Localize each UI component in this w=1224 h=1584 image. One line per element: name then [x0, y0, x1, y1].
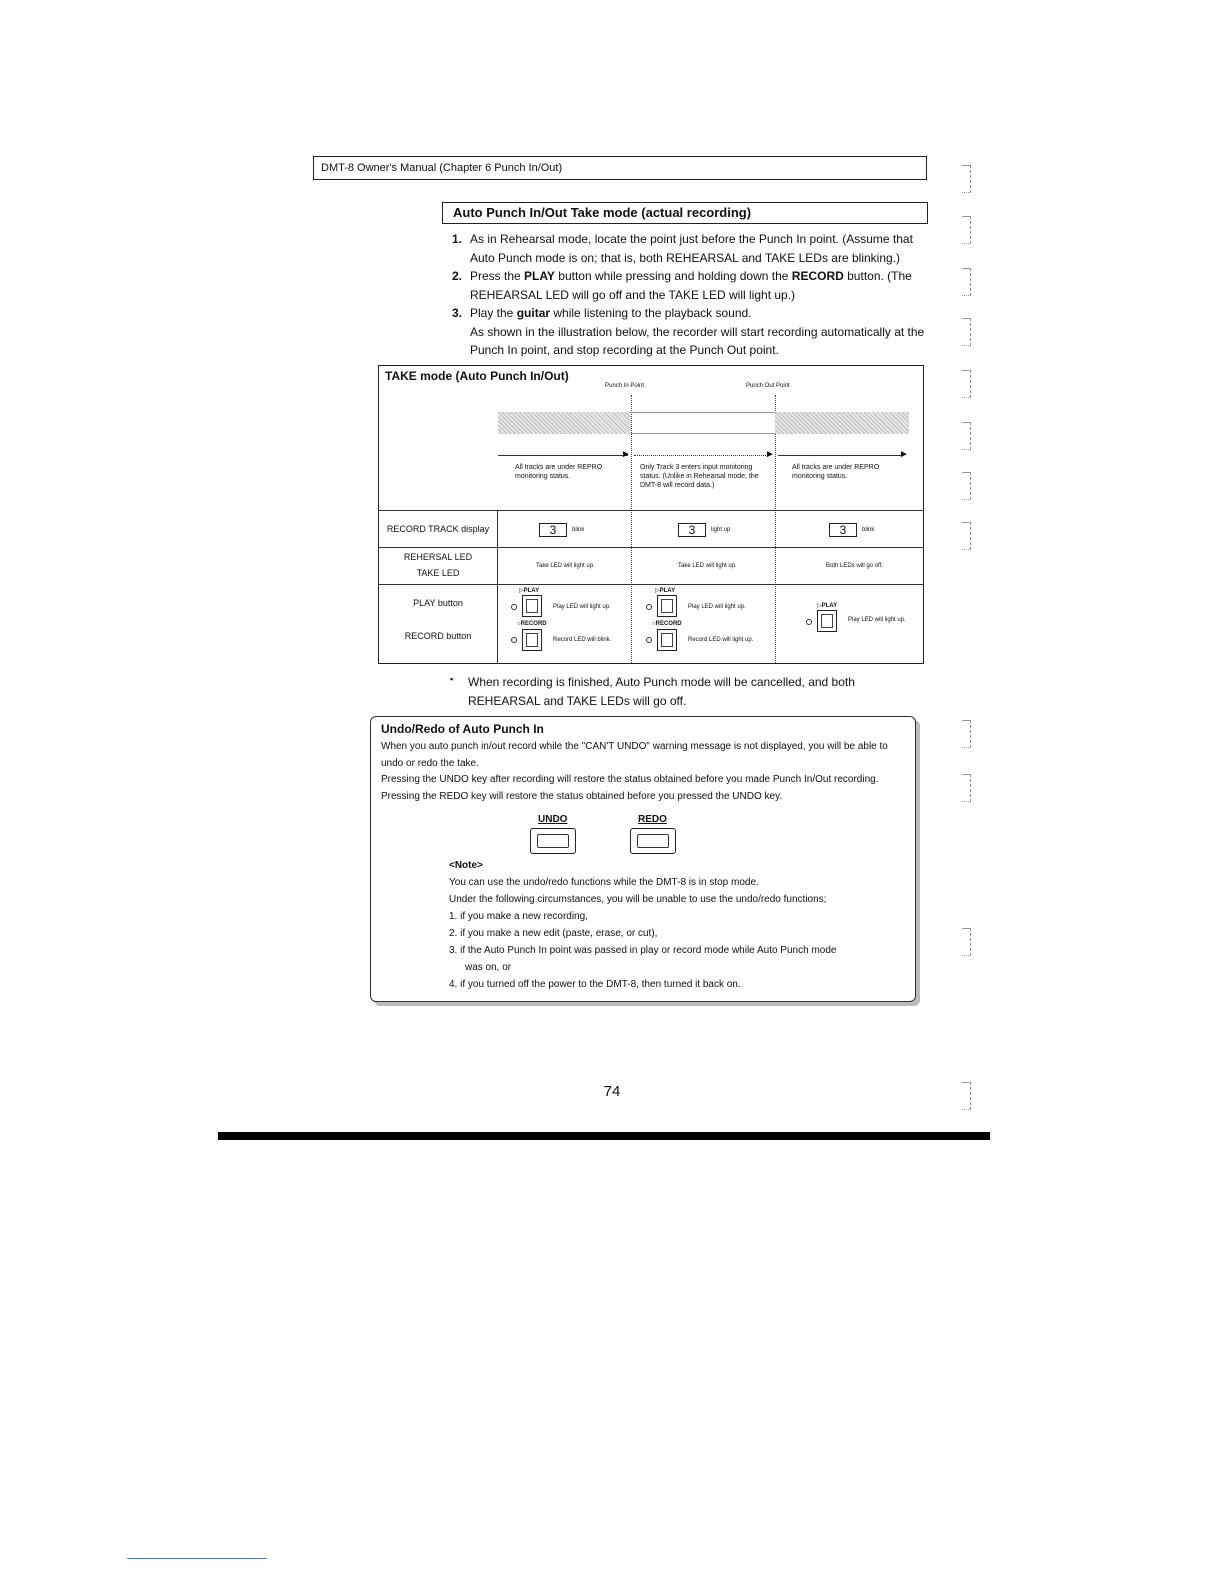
- track-bar-after: [775, 412, 909, 434]
- play-button-icon: [817, 610, 837, 632]
- play-button-icon: [522, 595, 542, 617]
- timeline-segment: [778, 455, 902, 456]
- table-divider: [378, 547, 924, 548]
- arrow-icon: ►: [899, 449, 909, 460]
- note-line: 3. if the Auto Punch In point was passed in play or record mode while Auto Punch mode: [449, 945, 837, 956]
- note-line: 2. if you make a new edit (paste, erase, or cut),: [449, 928, 658, 939]
- record-button-label: RECORD button: [404, 631, 472, 641]
- step-text: Press the: [470, 269, 525, 283]
- binding-mark: [962, 928, 971, 956]
- bullet-text: When recording is finished, Auto Punch mode will be cancelled, and both REHEARSAL and TAKE LEDs will go off.: [468, 675, 855, 708]
- step-text: Play the: [470, 306, 517, 320]
- punch-in-label: Punch In Point: [605, 383, 645, 389]
- guitar-keyword: guitar: [516, 306, 551, 320]
- binding-mark: [962, 522, 971, 550]
- punch-out-marker: [775, 395, 776, 663]
- undo-key-label: UNDO: [538, 814, 568, 825]
- punch-in-marker: [631, 395, 632, 663]
- binding-mark: [962, 318, 971, 346]
- step-text: As in Rehearsal mode, locate the point just before the Punch In point. (Assume that Auto Punch mode is on; that is, both REHEARSAL and TAKE LEDs are blinking.): [470, 232, 913, 265]
- arrow-icon: ►: [621, 449, 631, 460]
- play-state: Play LED will light up.: [688, 604, 746, 610]
- binding-mark: [962, 268, 971, 296]
- undo-title: Undo/Redo of Auto Punch In: [381, 722, 544, 736]
- table-divider: [378, 584, 924, 585]
- undo-paragraph: When you auto punch in/out record while the "CAN'T UNDO" warning message is not displayed, you will be able to undo or redo the take.: [381, 741, 888, 769]
- step-text: As shown in the illustration below, the recorder will start recording automatically at the Punch In point, and stop recording at the Punch Out point.: [470, 324, 925, 357]
- binding-mark: [962, 720, 971, 748]
- record-led-icon: [646, 637, 652, 643]
- play-led-icon: [511, 604, 517, 610]
- step-1: [446, 230, 936, 267]
- led-state: Take LED will light up.: [678, 563, 737, 569]
- track-display-digit: 3: [678, 523, 706, 537]
- footnote-line: [127, 1558, 267, 1559]
- record-track-label: RECORD TRACK display: [386, 524, 490, 534]
- redo-key-icon: [630, 828, 676, 854]
- note-line: was on, or: [465, 962, 512, 973]
- play-key-label: ▷PLAY: [519, 588, 540, 594]
- play-state: Play LED will light up.: [553, 604, 611, 610]
- play-button-icon: [657, 595, 677, 617]
- play-state: Play LED will light up.: [848, 617, 906, 623]
- binding-mark: [962, 1082, 971, 1110]
- zone-caption-3: All tracks are under REPRO monitoring status.: [792, 464, 880, 480]
- undo-paragraphs: [381, 739, 911, 805]
- record-button-icon: [657, 629, 677, 651]
- zone-caption-2: Only Track 3 enters input monitoring status. (Unlike in Rehearsal mode, the DMT-8 will record data.): [640, 464, 759, 489]
- binding-mark: [962, 165, 971, 193]
- track-bar-punch: [631, 412, 775, 434]
- note-line: 4. if you turned off the power to the DMT-8, then turned it back on.: [449, 979, 741, 990]
- arrow-icon: ►: [765, 449, 775, 460]
- led-state: Both LEDs will go off.: [826, 563, 883, 569]
- play-button-label: PLAY button: [413, 598, 463, 608]
- record-state: Record LED will light up.: [688, 637, 754, 643]
- rehearsal-led-label: REHERSAL LED: [403, 552, 473, 562]
- display-state: blink: [572, 527, 585, 533]
- undo-paragraph: Pressing the UNDO key after recording will restore the status obtained before you made Punch In/Out recording. Pressing the REDO key will restore the status obtained before you pressed the UNDO key.: [381, 774, 879, 802]
- track-bar-before: [498, 412, 631, 434]
- binding-mark: [962, 472, 971, 500]
- note-line: You can use the undo/redo functions while the DMT-8 is in stop mode.: [449, 877, 759, 888]
- zone-caption-1: All tracks are under REPRO monitoring status.: [515, 464, 603, 480]
- timeline-segment: [498, 455, 628, 456]
- take-led-label: TAKE LED: [416, 568, 460, 578]
- step-number: 3.: [452, 306, 463, 320]
- steps-list: [446, 230, 936, 360]
- record-key-label: ○RECORD: [652, 621, 682, 627]
- note-title: <Note>: [449, 860, 483, 871]
- bottom-rule: [218, 1132, 990, 1140]
- step-3: [446, 304, 936, 360]
- bullet-icon: ▪: [450, 674, 454, 684]
- table-column-divider: [497, 510, 498, 663]
- play-keyword: PLAY: [524, 269, 555, 283]
- step-number: 1.: [452, 232, 463, 246]
- play-led-icon: [806, 619, 812, 625]
- track-display-digit: 3: [539, 523, 567, 537]
- redo-key-label: REDO: [638, 814, 667, 825]
- timeline-segment-dotted: [634, 455, 768, 456]
- page-header: DMT-8 Owner's Manual (Chapter 6 Punch In/Out): [313, 156, 927, 180]
- display-state: blink: [862, 527, 875, 533]
- note-block: [449, 857, 909, 993]
- note-line: 1. if you make a new recording,: [449, 911, 588, 922]
- step-text: while listening to the playback sound.: [550, 306, 752, 320]
- record-led-icon: [511, 637, 517, 643]
- record-state: Record LED will blink.: [553, 637, 612, 643]
- binding-mark: [962, 774, 971, 802]
- record-keyword: RECORD: [791, 269, 844, 283]
- binding-mark: [962, 370, 971, 398]
- undo-key-icon: [530, 828, 576, 854]
- track-display-digit: 3: [829, 523, 857, 537]
- section-title: Auto Punch In/Out Take mode (actual recording): [442, 202, 928, 224]
- take-mode-figure: [378, 365, 924, 664]
- step-text: button while pressing and holding down the: [554, 269, 792, 283]
- table-divider: [378, 510, 924, 511]
- play-led-icon: [646, 604, 652, 610]
- note-line: Under the following circumstances, you will be unable to use the undo/redo functions;: [449, 894, 827, 905]
- play-key-label: ▷PLAY: [655, 588, 676, 594]
- record-key-label: ○RECORD: [517, 621, 547, 627]
- punch-out-label: Punch Out Point: [746, 383, 790, 389]
- binding-mark: [962, 216, 971, 244]
- record-button-icon: [522, 629, 542, 651]
- step-number: 2.: [452, 269, 463, 283]
- led-state: Take LED will light up.: [536, 563, 595, 569]
- binding-mark: [962, 422, 971, 450]
- page-number: 74: [603, 1083, 621, 1100]
- step-2: [446, 267, 936, 304]
- step-text: button. (The REHEARSAL LED will go off and the TAKE LED will light up.): [470, 269, 912, 302]
- display-state: light up: [711, 527, 731, 533]
- figure-title: TAKE mode (Auto Punch In/Out): [385, 369, 569, 383]
- play-key-label: ▷PLAY: [817, 603, 838, 609]
